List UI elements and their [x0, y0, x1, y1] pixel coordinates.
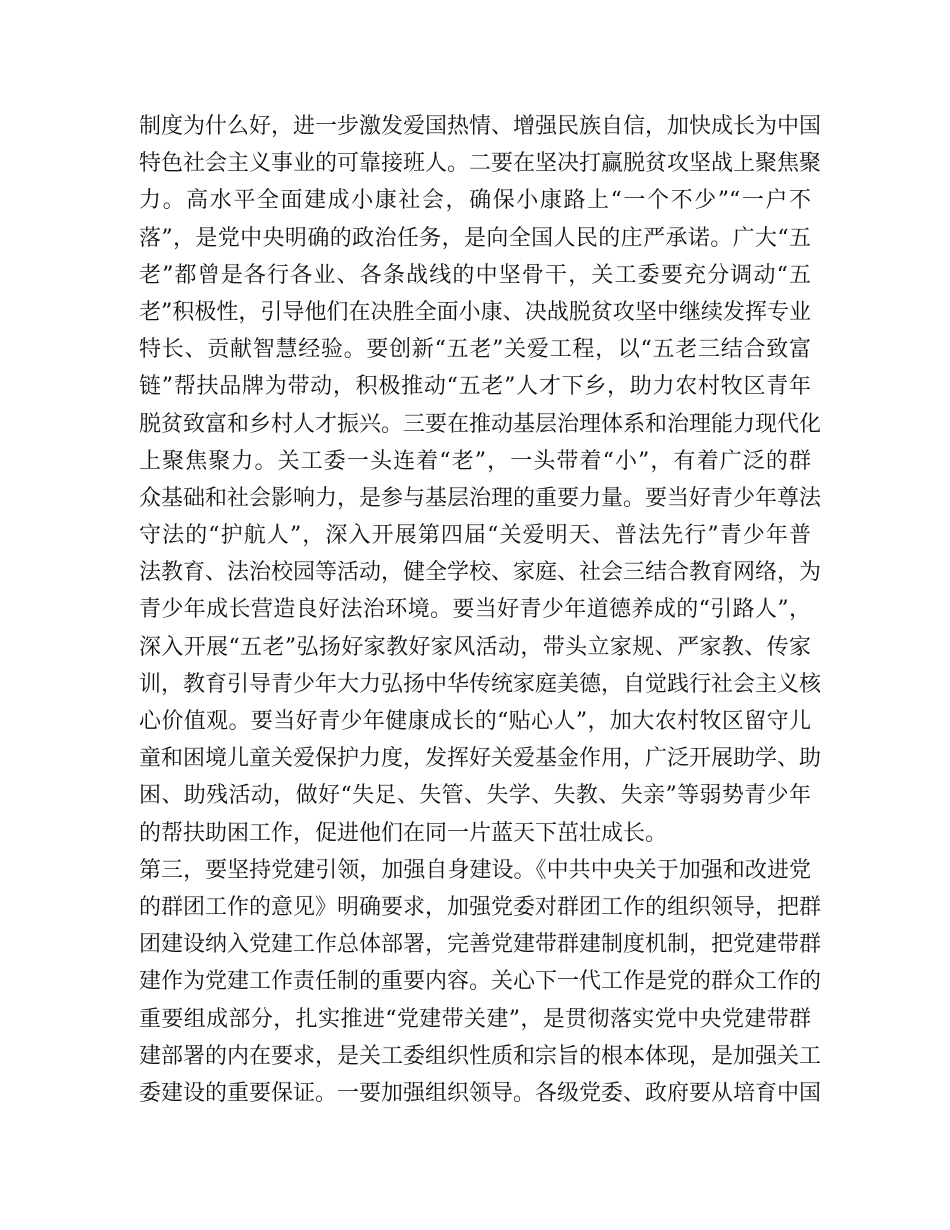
- text-line: 委建设的重要保证。一要加强组织领导。各级党委、政府要从培育中国: [139, 1080, 822, 1106]
- text-line: 脱贫致富和乡村人才振兴。三要在推动基层治理体系和治理能力现代化: [139, 411, 822, 437]
- text-line: 链”帮扶品牌为带动，积极推动“五老”人才下乡，助力农村牧区青年: [139, 374, 811, 400]
- text-line: 深入开展“五老”弘扬好家教好家风活动，带头立家规、严家教、传家: [139, 634, 811, 660]
- text-line: 青少年成长营造良好法治环境。要当好青少年道德养成的“引路人”，: [139, 597, 811, 623]
- text-line: 训，教育引导青少年大力弘扬中华传统家庭美德，自觉践行社会主义核: [139, 671, 822, 697]
- text-line: 的群团工作的意见》明确要求，加强党委对群团工作的组织领导，把群: [139, 894, 822, 920]
- text-line: 建部署的内在要求，是关工委组织性质和宗旨的根本体现，是加强关工: [139, 1043, 822, 1069]
- text-line: 特长、贡献智慧经验。要创新“五老”关爱工程，以“五老三结合致富: [139, 337, 811, 363]
- text-line-paragraph-end: 的帮扶助困工作，促进他们在同一片蓝天下茁壮成长。: [139, 820, 668, 846]
- text-line: 童和困境儿童关爱保护力度，发挥好关爱基金作用，广泛开展助学、助: [139, 746, 822, 772]
- text-line: 众基础和社会影响力，是参与基层治理的重要力量。要当好青少年尊法: [139, 485, 822, 511]
- text-line: 特色社会主义事业的可靠接班人。二要在坚决打赢脱贫攻坚战上聚焦聚: [139, 151, 822, 177]
- text-line: 力。高水平全面建成小康社会，确保小康路上“一个不少”“一户不: [139, 188, 811, 214]
- text-line: 重要组成部分，扎实推进“党建带关建”，是贯彻落实党中央党建带群: [139, 1006, 811, 1032]
- document-body-text: [139, 108, 822, 1112]
- text-line: 法教育、法治校园等活动，健全学校、家庭、社会三结合教育网络，为: [139, 560, 822, 586]
- text-line: 老”都曾是各行各业、各条战线的中坚骨干，关工委要充分调动“五: [139, 262, 811, 288]
- text-line: 落”，是党中央明确的政治任务，是向全国人民的庄严承诺。广大“五: [139, 225, 811, 251]
- text-line: 团建设纳入党建工作总体部署，完善党建带群建制度机制，把党建带群: [139, 932, 822, 958]
- text-line: 第三，要坚持党建引领，加强自身建设。《中共中央关于加强和改进党: [139, 857, 811, 883]
- text-line: 守法的“护航人”，深入开展第四届“关爱明天、普法先行”青少年普: [139, 523, 811, 549]
- text-line: 老”积极性，引导他们在决胜全面小康、决战脱贫攻坚中继续发挥专业: [139, 299, 811, 325]
- text-line: 制度为什么好，进一步激发爱国热情、增强民族自信，加快成长为中国: [139, 114, 822, 139]
- text-line: 困、助残活动，做好“失足、失管、失学、失教、失亲”等弱势青少年: [139, 783, 811, 809]
- text-line: 上聚焦聚力。关工委一头连着“老”，一头带着“小”，有着广泛的群: [139, 448, 811, 474]
- text-line: 心价值观。要当好青少年健康成长的“贴心人”，加大农村牧区留守儿: [139, 709, 811, 734]
- text-line: 建作为党建工作责任制的重要内容。关心下一代工作是党的群众工作的: [139, 969, 822, 995]
